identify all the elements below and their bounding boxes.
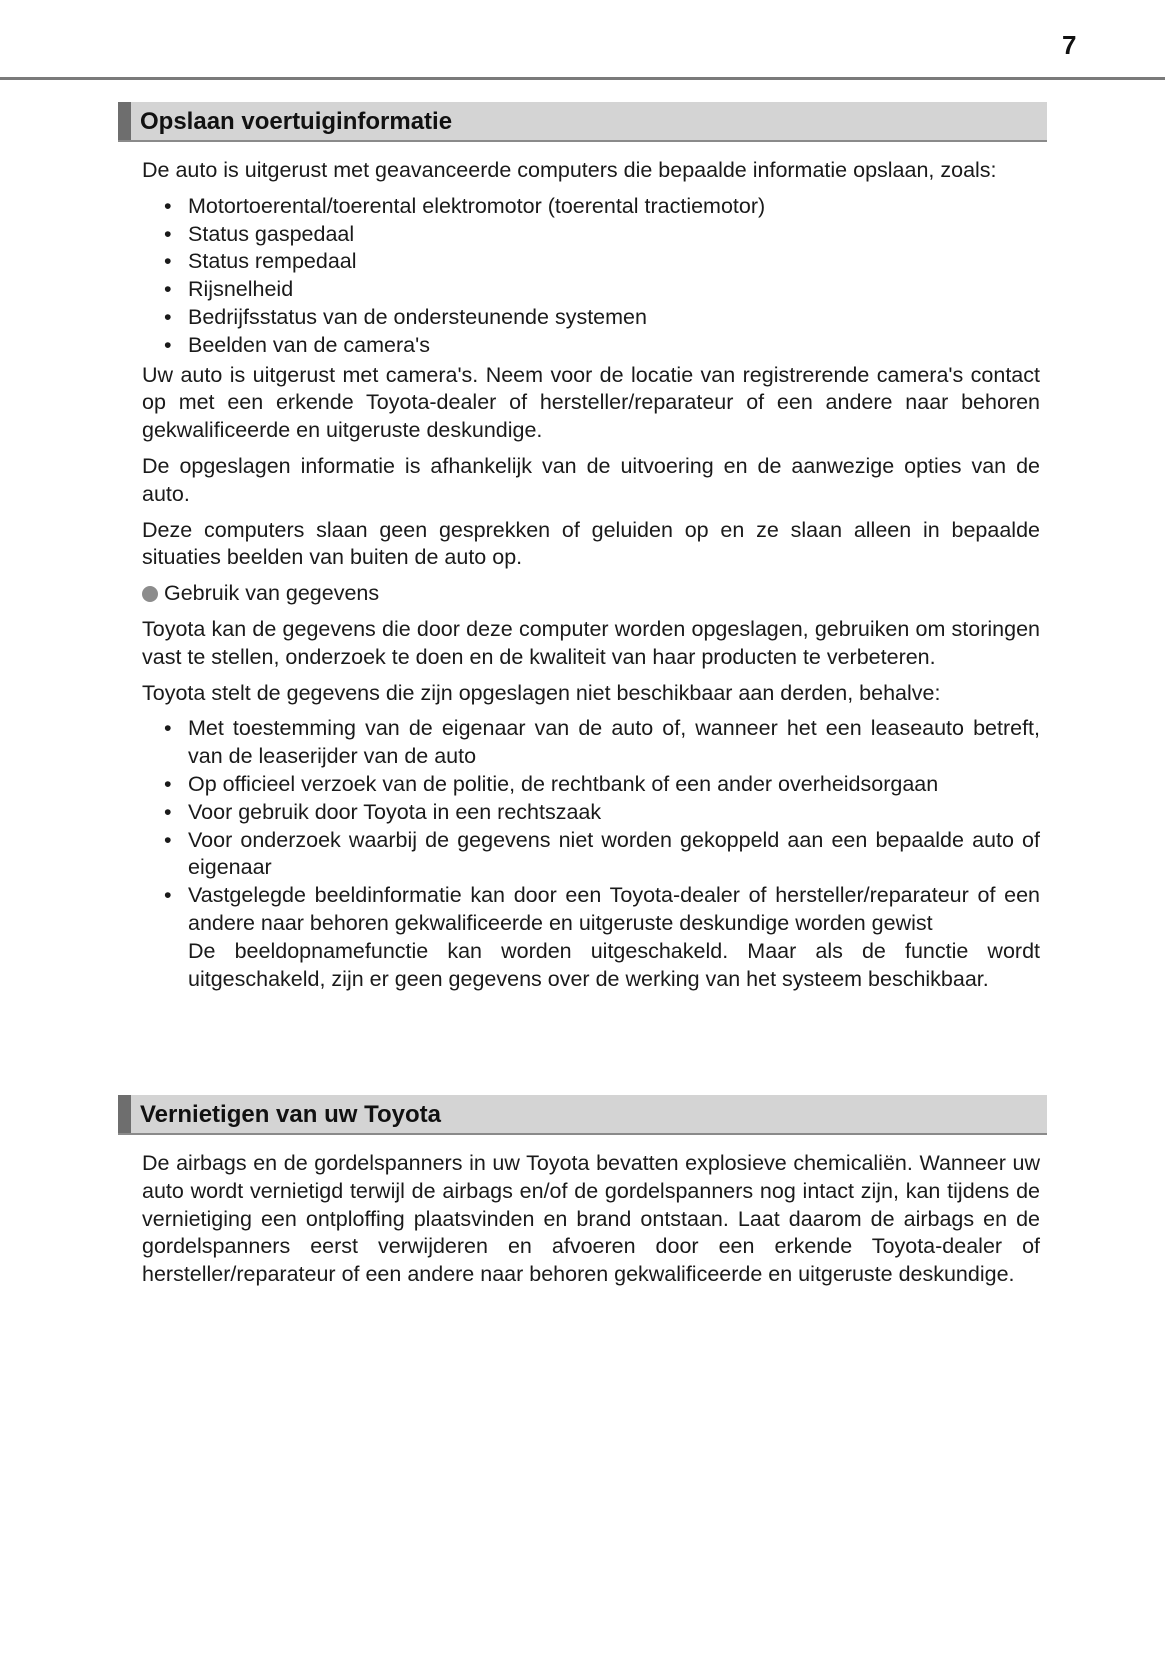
- subheading-label: Gebruik van gegevens: [164, 581, 380, 606]
- section-title: Opslaan voertuiginformatie: [140, 108, 453, 135]
- bullet-icon: •: [164, 827, 172, 852]
- section-header-disposal: [118, 1095, 1047, 1135]
- bullet-icon: •: [164, 883, 172, 908]
- section-storage-content: [142, 157, 1040, 995]
- disposal-paragraph: De airbags en de gordelspanners in uw Toyota bevatten explosieve chemicaliën. Wanneer uw auto wordt vernietigd terwijl de airbags en/of de gordelspanners nog intact zijn, kan tijdens de vernietiging een ontploffing plaatsvinden en brand ontstaan. Laat daarom de airbags en de gordelspanners eerst verwijderen en afvoeren door een erkende Toyota-dealer of hersteller/reparateur of een andere naar behoren gekwalificeerde en uitgeruste deskundige.: [142, 1151, 1040, 1287]
- list-item: • Status gaspedaal: [142, 221, 1040, 249]
- list-item: • Beelden van de camera's: [142, 332, 1040, 360]
- bullet-icon: •: [164, 332, 172, 357]
- section-header-bar: [118, 1095, 131, 1133]
- gray-circle-icon: [142, 586, 158, 602]
- cameras-paragraph: Uw auto is uitgerust met camera's. Neem voor de locatie van registrerende camera's contact op met een erkende Toyota-dealer of hersteller/reparateur of een andere naar behoren gekwalificeerde en uitgeruste deskundige.: [142, 362, 1040, 443]
- third-party-paragraph: Toyota stelt de gegevens die zijn opgeslagen niet beschikbaar aan derden, behalve:: [142, 680, 941, 705]
- bullet-icon: •: [164, 221, 172, 246]
- list-item: • Vastgelegde beeldinformatie kan door een Toyota-dealer of hersteller/reparateur of een andere naar behoren gekwalificeerde en uitgeruste deskundige worden gewist De beeldopnamefunctie kan worden uitgeschakeld. Maar als de functie wordt uitgeschakeld, zijn er geen gegevens over de werking van het systeem beschikbaar.: [142, 882, 1040, 993]
- list-item: • Voor gebruik door Toyota in een rechtszaak: [142, 799, 1040, 827]
- bullet-icon: •: [164, 799, 172, 824]
- exceptions-list: [142, 715, 1040, 993]
- section-title: Vernietigen van uw Toyota: [140, 1101, 441, 1128]
- bullet-icon: •: [164, 249, 172, 274]
- no-recording-paragraph: Deze computers slaan geen gesprekken of geluiden op en ze slaan alleen in bepaalde situaties beelden van buiten de auto op.: [142, 517, 1040, 570]
- section-header-storage: [118, 102, 1047, 142]
- list-item: • Op officieel verzoek van de politie, de rechtbank of een ander overheidsorgaan: [142, 771, 1040, 799]
- stored-info-list: [142, 193, 1040, 360]
- bullet-icon: •: [164, 304, 172, 329]
- header-rule: [0, 77, 1165, 80]
- list-item: • Rijsnelheid: [142, 276, 1040, 304]
- intro-paragraph: De auto is uitgerust met geavanceerde computers die bepaalde informatie opslaan, zoals:: [142, 158, 997, 182]
- list-item: • Voor onderzoek waarbij de gegevens niet worden gekoppeld aan een bepaalde auto of eigenaar: [164, 827, 1040, 880]
- section-disposal-content: [142, 1150, 1040, 1297]
- section-header-bar: [118, 102, 131, 140]
- bullet-icon: •: [164, 716, 172, 741]
- list-item: • Bedrijfsstatus van de ondersteunende systemen: [142, 304, 1040, 332]
- data-use-subheading: [142, 580, 1040, 608]
- bullet-icon: •: [164, 277, 172, 302]
- list-item-note: De beeldopnamefunctie kan worden uitgeschakeld. Maar als de functie wordt uitgeschakeld, zijn er geen gegevens over de werking van het systeem beschikbaar.: [188, 938, 1040, 991]
- options-paragraph: De opgeslagen informatie is afhankelijk van de uitvoering en de aanwezige opties van de auto.: [142, 453, 1040, 506]
- bullet-icon: •: [164, 771, 172, 796]
- list-item: • Met toestemming van de eigenaar van de auto of, wanneer het een leaseauto betreft, van de leaserijder van de auto: [164, 716, 1040, 769]
- list-item: • Motortoerental/toerental elektromotor (toerental tractiemotor): [142, 193, 1040, 221]
- list-item: • Status rempedaal: [142, 248, 1040, 276]
- page-number: 7: [1062, 30, 1077, 60]
- bullet-icon: •: [164, 193, 172, 218]
- data-use-paragraph: Toyota kan de gegevens die door deze computer worden opgeslagen, gebruiken om storingen vast te stellen, onderzoek te doen en de kwaliteit van haar producten te verbeteren.: [142, 616, 1040, 669]
